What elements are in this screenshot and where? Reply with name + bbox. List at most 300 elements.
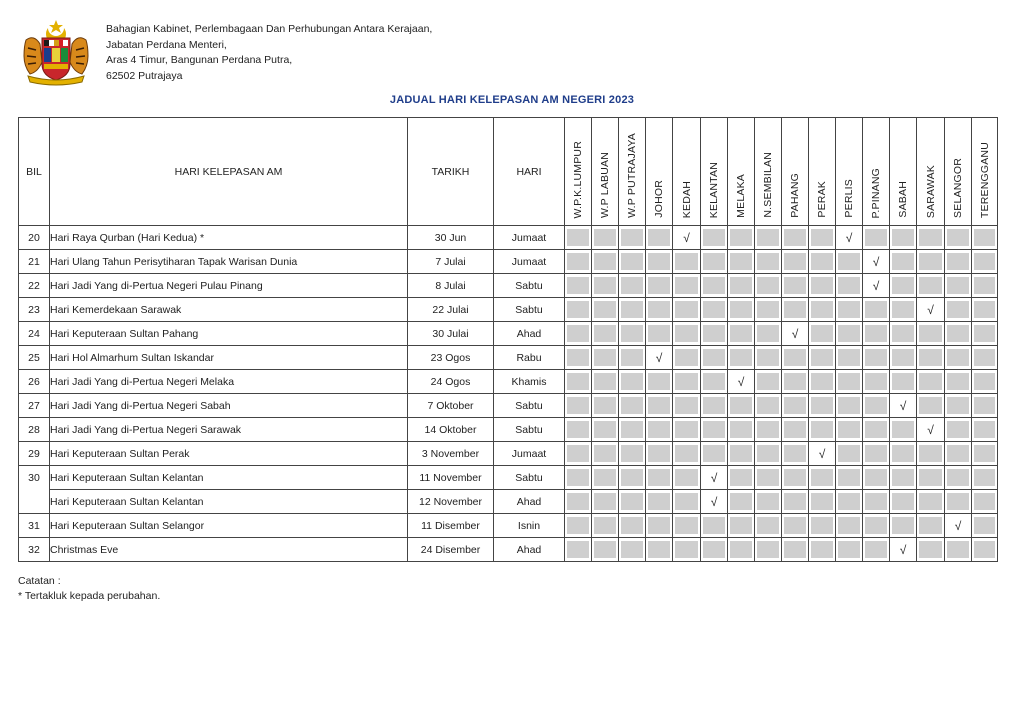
shaded-cell	[675, 253, 698, 270]
state-cell	[565, 226, 592, 250]
shaded-cell	[703, 421, 725, 438]
state-cell	[890, 490, 917, 514]
state-label: N.SEMBILAN	[762, 152, 774, 218]
state-cell	[917, 370, 945, 394]
state-label: PERLIS	[843, 179, 855, 218]
state-cell	[945, 346, 972, 370]
state-cell	[836, 514, 863, 538]
state-cell	[673, 490, 701, 514]
state-cell	[701, 274, 728, 298]
state-cell	[917, 394, 945, 418]
state-label: SABAH	[897, 181, 909, 218]
state-cell	[755, 490, 782, 514]
state-cell	[728, 466, 755, 490]
shaded-cell	[892, 253, 914, 270]
state-cell	[619, 514, 646, 538]
shaded-cell	[730, 349, 752, 366]
state-cell	[890, 394, 917, 418]
shaded-cell	[919, 493, 942, 510]
state-cell	[917, 322, 945, 346]
col-state	[782, 118, 809, 226]
table-body	[19, 226, 998, 562]
shaded-cell	[567, 373, 589, 390]
state-cell	[646, 274, 673, 298]
shaded-cell	[621, 253, 643, 270]
shaded-cell	[675, 493, 698, 510]
state-cell	[592, 394, 619, 418]
state-cell	[592, 298, 619, 322]
shaded-cell	[784, 253, 806, 270]
holiday-day: Sabtu	[494, 298, 565, 322]
state-cell	[863, 322, 890, 346]
shaded-cell	[838, 469, 860, 486]
shaded-cell	[947, 277, 969, 294]
shaded-cell	[838, 517, 860, 534]
state-cell	[863, 394, 890, 418]
state-cell	[646, 466, 673, 490]
shaded-cell	[703, 325, 725, 342]
state-cell	[836, 274, 863, 298]
shaded-cell	[621, 325, 643, 342]
state-cell	[863, 298, 890, 322]
state-cell	[592, 250, 619, 274]
shaded-cell	[621, 517, 643, 534]
state-cell	[972, 418, 998, 442]
state-cell	[782, 274, 809, 298]
state-cell	[701, 514, 728, 538]
state-cell	[809, 538, 836, 562]
shaded-cell	[730, 421, 752, 438]
shaded-cell	[947, 421, 969, 438]
check-mark-icon: √	[927, 302, 934, 317]
state-cell	[863, 418, 890, 442]
state-cell	[619, 466, 646, 490]
shaded-cell	[621, 397, 643, 414]
state-cell	[646, 298, 673, 322]
state-cell	[945, 514, 972, 538]
state-cell	[646, 442, 673, 466]
shaded-cell	[730, 253, 752, 270]
state-cell	[565, 370, 592, 394]
shaded-cell	[919, 229, 942, 246]
shaded-cell	[567, 517, 589, 534]
shaded-cell	[838, 253, 860, 270]
state-label: P.PINANG	[870, 167, 882, 218]
address-line: Jabatan Perdana Menteri,	[106, 38, 227, 51]
col-state	[972, 118, 998, 226]
state-label: JOHOR	[653, 180, 665, 218]
check-mark-icon: √	[683, 230, 690, 245]
shaded-cell	[730, 277, 752, 294]
state-cell	[673, 514, 701, 538]
shaded-cell	[594, 277, 616, 294]
holiday-date: 7 Julai	[408, 250, 494, 274]
shaded-cell	[811, 373, 833, 390]
col-holiday-name: HARI KELEPASAN AM	[50, 118, 408, 226]
shaded-cell	[892, 421, 914, 438]
row-number: 32	[19, 538, 50, 562]
address-line: Aras 4 Timur, Bangunan Perdana Putra,	[106, 54, 293, 66]
shaded-cell	[567, 421, 589, 438]
holiday-date: 24 Disember	[408, 538, 494, 562]
shaded-cell	[892, 493, 914, 510]
shaded-cell	[838, 445, 860, 462]
state-cell	[592, 346, 619, 370]
state-cell	[782, 226, 809, 250]
shaded-cell	[865, 469, 887, 486]
shaded-cell	[648, 277, 670, 294]
holiday-name: Hari Ulang Tahun Perisytiharan Tapak Warisan Dunia	[50, 250, 408, 274]
holiday-day: Isnin	[494, 514, 565, 538]
shaded-cell	[730, 469, 752, 486]
state-cell	[592, 490, 619, 514]
state-cell	[565, 490, 592, 514]
shaded-cell	[567, 493, 589, 510]
state-cell	[890, 346, 917, 370]
shaded-cell	[703, 397, 725, 414]
check-mark-icon: √	[818, 446, 826, 461]
holiday-name: Hari Keputeraan Sultan Kelantan	[50, 490, 408, 514]
shaded-cell	[594, 373, 616, 390]
state-cell	[945, 226, 972, 250]
state-cell	[809, 250, 836, 274]
table-row	[19, 370, 998, 394]
state-cell	[755, 514, 782, 538]
shaded-cell	[784, 517, 806, 534]
shaded-cell	[784, 277, 806, 294]
state-cell	[728, 418, 755, 442]
state-cell	[863, 538, 890, 562]
state-cell	[809, 466, 836, 490]
shaded-cell	[947, 325, 969, 342]
state-cell	[755, 250, 782, 274]
shaded-cell	[567, 349, 589, 366]
check-mark-icon: √	[899, 398, 907, 413]
notes-heading: Catatan :	[18, 575, 61, 587]
state-cell	[836, 322, 863, 346]
state-cell	[863, 250, 890, 274]
state-cell	[863, 370, 890, 394]
state-cell	[972, 250, 998, 274]
check-mark-icon: √	[954, 518, 962, 533]
holiday-date: 30 Julai	[408, 322, 494, 346]
state-cell	[619, 370, 646, 394]
shaded-cell	[594, 541, 616, 558]
col-state	[809, 118, 836, 226]
state-cell	[673, 538, 701, 562]
holiday-name: Hari Keputeraan Sultan Kelantan	[50, 466, 408, 490]
shaded-cell	[648, 517, 670, 534]
state-cell	[673, 370, 701, 394]
check-mark-icon: √	[710, 494, 718, 509]
state-cell	[565, 394, 592, 418]
shaded-cell	[675, 517, 698, 534]
shaded-cell	[947, 445, 969, 462]
shaded-cell	[648, 373, 670, 390]
shaded-cell	[757, 373, 779, 390]
shaded-cell	[621, 277, 643, 294]
holiday-name: Hari Keputeraan Sultan Pahang	[50, 322, 408, 346]
shaded-cell	[784, 373, 806, 390]
state-cell	[673, 226, 701, 250]
state-label: SELANGOR	[952, 158, 964, 218]
state-cell	[917, 490, 945, 514]
shaded-cell	[594, 493, 616, 510]
row-number: 23	[19, 298, 50, 322]
check-mark-icon: √	[872, 254, 880, 269]
holiday-name: Christmas Eve	[50, 538, 408, 562]
state-cell	[945, 418, 972, 442]
shaded-cell	[567, 229, 589, 246]
state-cell	[646, 370, 673, 394]
col-state	[619, 118, 646, 226]
shaded-cell	[567, 469, 589, 486]
holiday-day: Rabu	[494, 346, 565, 370]
state-label: KEDAH	[680, 180, 693, 218]
state-cell	[945, 394, 972, 418]
shaded-cell	[675, 397, 698, 414]
state-cell	[701, 466, 728, 490]
shaded-cell	[621, 493, 643, 510]
check-mark-icon: √	[845, 230, 853, 245]
state-cell	[809, 274, 836, 298]
state-cell	[619, 298, 646, 322]
shaded-cell	[648, 541, 670, 558]
shaded-cell	[974, 541, 995, 558]
shaded-cell	[675, 373, 698, 390]
shaded-cell	[892, 445, 914, 462]
holiday-name: Hari Kemerdekaan Sarawak	[50, 298, 408, 322]
shaded-cell	[567, 541, 589, 558]
state-label: W.P PUTRAJAYA	[626, 133, 638, 218]
shaded-cell	[838, 541, 860, 558]
table-row	[19, 514, 998, 538]
table-row	[19, 466, 998, 490]
state-cell	[755, 466, 782, 490]
state-cell	[728, 226, 755, 250]
holiday-date: 12 November	[408, 490, 494, 514]
state-cell	[972, 298, 998, 322]
shaded-cell	[784, 421, 806, 438]
shaded-cell	[730, 301, 752, 318]
shaded-cell	[865, 541, 887, 558]
shaded-cell	[757, 229, 779, 246]
row-number: 24	[19, 322, 50, 346]
shaded-cell	[784, 397, 806, 414]
shaded-cell	[947, 349, 969, 366]
shaded-cell	[675, 541, 698, 558]
shaded-cell	[567, 397, 589, 414]
state-cell	[917, 226, 945, 250]
state-cell	[592, 466, 619, 490]
table-row	[19, 226, 998, 250]
state-cell	[646, 322, 673, 346]
shaded-cell	[919, 373, 942, 390]
shaded-cell	[621, 301, 643, 318]
shaded-cell	[757, 301, 779, 318]
shaded-cell	[811, 349, 833, 366]
state-cell	[646, 346, 673, 370]
shaded-cell	[838, 493, 860, 510]
state-cell	[728, 322, 755, 346]
shaded-cell	[974, 517, 995, 534]
state-label: MELAKA	[735, 174, 747, 218]
state-cell	[945, 298, 972, 322]
state-cell	[836, 250, 863, 274]
state-cell	[565, 346, 592, 370]
col-state	[646, 118, 673, 226]
shaded-cell	[865, 493, 887, 510]
shaded-cell	[784, 493, 806, 510]
col-state	[863, 118, 890, 226]
state-cell	[646, 514, 673, 538]
state-cell	[701, 538, 728, 562]
state-cell	[836, 466, 863, 490]
shaded-cell	[838, 277, 860, 294]
state-cell	[836, 370, 863, 394]
shaded-cell	[947, 469, 969, 486]
state-cell	[972, 514, 998, 538]
shaded-cell	[919, 445, 942, 462]
state-cell	[646, 250, 673, 274]
shaded-cell	[865, 325, 887, 342]
shaded-cell	[865, 373, 887, 390]
shaded-cell	[811, 229, 833, 246]
check-mark-icon: √	[872, 278, 880, 293]
state-cell	[917, 466, 945, 490]
state-cell	[972, 538, 998, 562]
state-cell	[972, 394, 998, 418]
state-cell	[619, 250, 646, 274]
note-item: * Tertakluk kepada perubahan.	[18, 590, 161, 602]
shaded-cell	[974, 445, 995, 462]
state-cell	[619, 418, 646, 442]
state-cell	[728, 346, 755, 370]
shaded-cell	[757, 541, 779, 558]
shaded-cell	[757, 517, 779, 534]
state-cell	[619, 394, 646, 418]
holiday-day: Jumaat	[494, 442, 565, 466]
shaded-cell	[974, 229, 995, 246]
state-cell	[565, 442, 592, 466]
holiday-name: Hari Jadi Yang di-Pertua Negeri Melaka	[50, 370, 408, 394]
shaded-cell	[811, 253, 833, 270]
shaded-cell	[621, 469, 643, 486]
shaded-cell	[594, 229, 616, 246]
holiday-date: 7 Oktober	[408, 394, 494, 418]
shaded-cell	[947, 541, 969, 558]
state-cell	[782, 322, 809, 346]
state-cell	[673, 442, 701, 466]
col-state	[917, 118, 945, 226]
state-cell	[782, 490, 809, 514]
shaded-cell	[594, 397, 616, 414]
shaded-cell	[947, 373, 969, 390]
shaded-cell	[947, 301, 969, 318]
holiday-day: Jumaat	[494, 250, 565, 274]
holiday-date: 8 Julai	[408, 274, 494, 298]
state-cell	[673, 346, 701, 370]
state-cell	[646, 538, 673, 562]
holiday-day: Ahad	[494, 322, 565, 346]
shaded-cell	[730, 517, 752, 534]
holiday-date: 11 November	[408, 466, 494, 490]
shaded-cell	[730, 445, 752, 462]
state-cell	[782, 442, 809, 466]
state-cell	[809, 322, 836, 346]
state-cell	[728, 250, 755, 274]
page-title: JADUAL HARI KELEPASAN AM NEGERI 2023	[389, 94, 635, 106]
state-cell	[592, 370, 619, 394]
state-cell	[836, 538, 863, 562]
state-label: SARAWAK	[924, 164, 937, 218]
state-cell	[809, 490, 836, 514]
shaded-cell	[621, 421, 643, 438]
col-state	[836, 118, 863, 226]
shaded-cell	[974, 397, 995, 414]
col-state	[945, 118, 972, 226]
shaded-cell	[838, 373, 860, 390]
state-cell	[673, 274, 701, 298]
state-cell	[782, 514, 809, 538]
shaded-cell	[567, 253, 589, 270]
shaded-cell	[703, 445, 725, 462]
shaded-cell	[865, 517, 887, 534]
state-cell	[701, 490, 728, 514]
state-cell	[809, 346, 836, 370]
shaded-cell	[567, 325, 589, 342]
shaded-cell	[811, 517, 833, 534]
shaded-cell	[567, 445, 589, 462]
state-cell	[836, 418, 863, 442]
state-cell	[836, 346, 863, 370]
row-number: 31	[19, 514, 50, 538]
col-state	[755, 118, 782, 226]
shaded-cell	[784, 349, 806, 366]
shaded-cell	[594, 517, 616, 534]
holiday-day: Ahad	[494, 490, 565, 514]
row-number	[19, 490, 50, 514]
shaded-cell	[865, 445, 887, 462]
shaded-cell	[703, 373, 725, 390]
state-cell	[972, 442, 998, 466]
state-label: TERENGGANU	[978, 141, 991, 218]
holiday-date: 14 Oktober	[408, 418, 494, 442]
state-cell	[972, 346, 998, 370]
state-cell	[592, 274, 619, 298]
shaded-cell	[974, 325, 995, 342]
col-state	[701, 118, 728, 226]
shaded-cell	[892, 517, 914, 534]
state-cell	[972, 322, 998, 346]
state-cell	[728, 394, 755, 418]
state-cell	[565, 274, 592, 298]
shaded-cell	[892, 277, 914, 294]
state-cell	[701, 418, 728, 442]
state-cell	[917, 418, 945, 442]
shaded-cell	[648, 421, 670, 438]
state-cell	[619, 346, 646, 370]
address-line: 62502 Putrajaya	[106, 69, 183, 82]
shaded-cell	[811, 277, 833, 294]
address-block	[106, 22, 606, 84]
shaded-cell	[757, 493, 779, 510]
shaded-cell	[703, 253, 725, 270]
col-state	[890, 118, 917, 226]
state-cell	[890, 322, 917, 346]
shaded-cell	[838, 397, 860, 414]
shaded-cell	[648, 493, 670, 510]
